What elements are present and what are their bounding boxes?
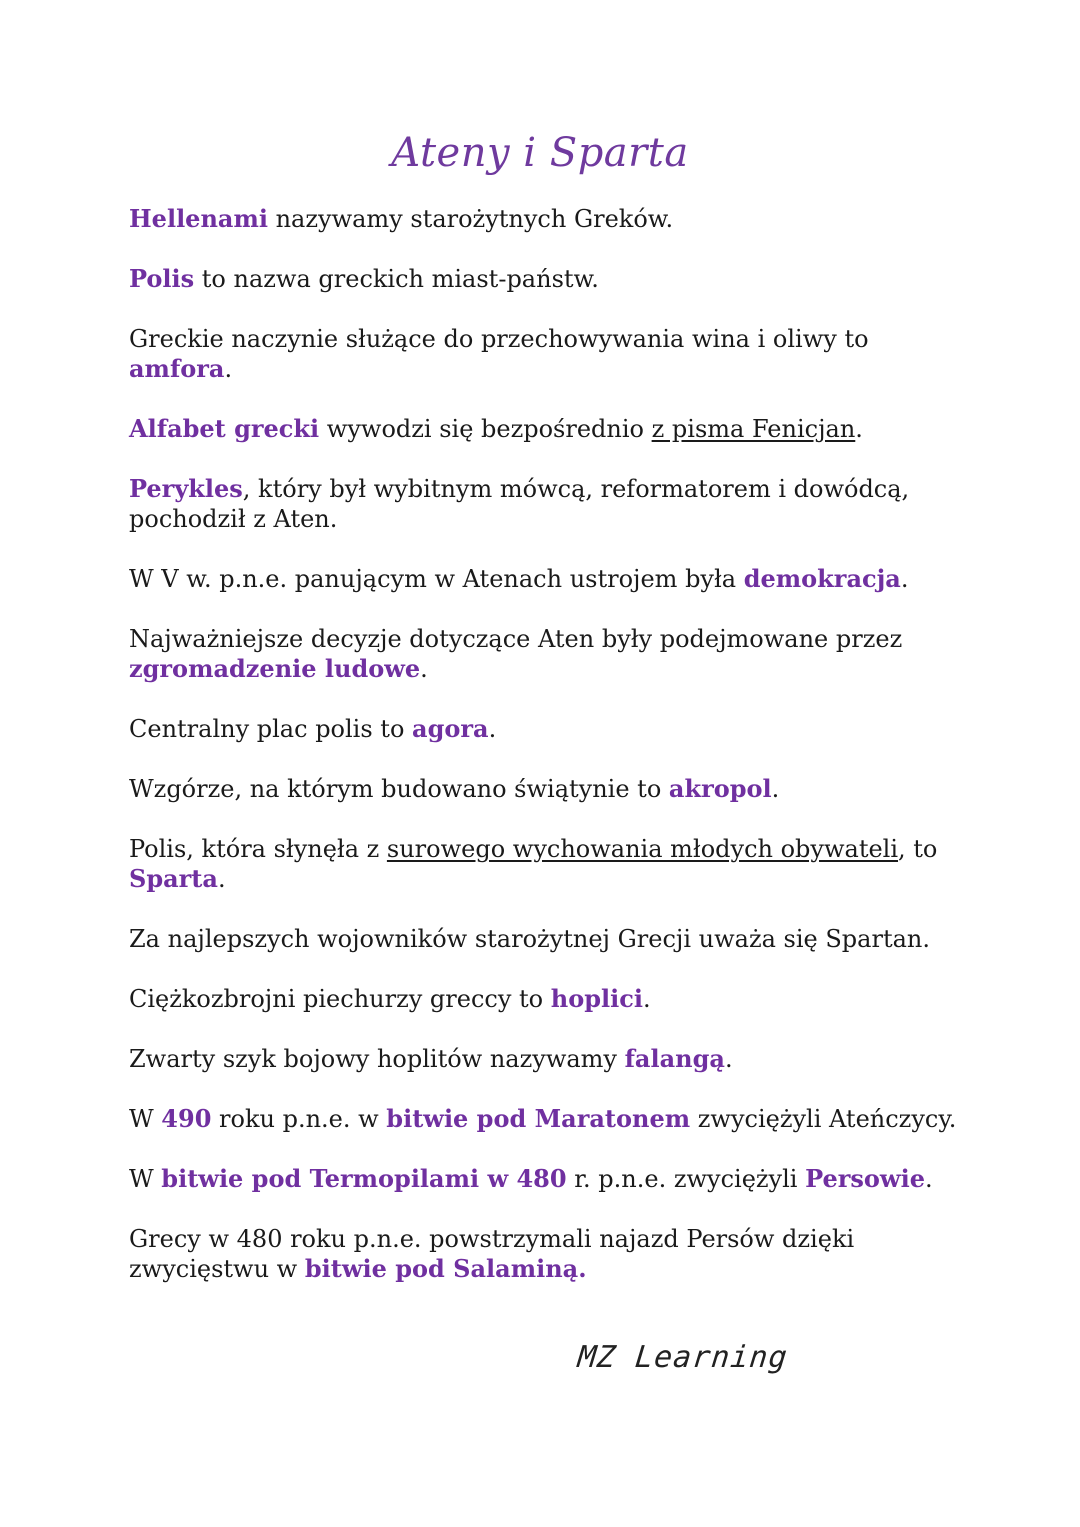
paragraph-text: W — [129, 1165, 162, 1193]
paragraph-text: wywodzi się bezpośrednio — [319, 415, 652, 443]
paragraph-text: to nazwa greckich miast-państw. — [194, 265, 599, 293]
highlighted-term: falangą — [624, 1044, 725, 1073]
highlighted-term: Hellenami — [129, 204, 268, 233]
paragraph — [129, 1224, 969, 1284]
paragraph-text: Centralny plac polis to — [129, 715, 413, 743]
paragraph-text: . — [900, 565, 909, 593]
highlighted-term: agora — [412, 714, 489, 743]
paragraph — [129, 714, 969, 744]
underlined-text: surowego wychowania młodych obywateli — [386, 835, 899, 863]
paragraph-text: Zwarty szyk bojowy hoplitów nazywamy — [129, 1045, 625, 1073]
highlighted-term: bitwie pod Salaminą. — [304, 1254, 587, 1283]
highlighted-term: Persowie — [805, 1164, 925, 1193]
paragraph — [129, 1044, 969, 1074]
signature: MZ Learning — [576, 1340, 790, 1375]
paragraph-text: Greckie naczynie służące do przechowywania wina i oliwy to — [129, 325, 869, 353]
paragraph — [129, 1104, 969, 1134]
paragraph-text: W V w. p.n.e. panującym w Atenach ustrojem była — [129, 565, 744, 593]
paragraph-text: Polis, która słynęła z — [129, 835, 387, 863]
page-title: Ateny i Sparta — [391, 130, 689, 176]
paragraph — [129, 774, 969, 804]
paragraph — [129, 834, 969, 894]
paragraph-text: r. p.n.e. zwyciężyli — [566, 1165, 806, 1193]
highlighted-term: 490 — [161, 1104, 212, 1133]
highlighted-term: hoplici — [550, 984, 643, 1013]
paragraph — [129, 414, 969, 444]
paragraph-text: . — [924, 1165, 933, 1193]
paragraph-text: nazywamy starożytnych Greków. — [267, 205, 674, 233]
highlighted-term: bitwie pod Termopilami w 480 — [161, 1164, 567, 1193]
highlighted-term: Alfabet grecki — [129, 414, 320, 443]
paragraph-text: Wzgórze, na którym budowano świątynie to — [129, 775, 669, 803]
paragraph-text: . — [488, 715, 497, 743]
paragraph-text: zwyciężyli Ateńczycy. — [690, 1105, 957, 1133]
highlighted-term: Polis — [129, 264, 195, 293]
paragraph — [129, 924, 969, 954]
highlighted-term: demokracja — [743, 564, 901, 593]
highlighted-term: Perykles — [129, 474, 243, 503]
paragraph-text: Za najlepszych wojowników starożytnej Grecji uważa się Spartan. — [129, 925, 930, 953]
paragraph-text: . — [642, 985, 651, 1013]
paragraph-text: Grecy w 480 roku p.n.e. powstrzymali najazd Persów dzięki zwycięstwu w — [129, 1225, 855, 1283]
paragraph-text: . — [724, 1045, 733, 1073]
paragraph — [129, 984, 969, 1014]
paragraph-text: roku p.n.e. w — [211, 1105, 387, 1133]
highlighted-term: bitwie pod Maratonem — [386, 1104, 691, 1133]
paragraph-text: . — [217, 865, 226, 893]
paragraph — [129, 1164, 969, 1194]
paragraph — [129, 204, 969, 234]
paragraph-text: . — [224, 355, 233, 383]
underlined-text: z pisma Fenicjan — [651, 415, 856, 443]
paragraph-text: Ciężkozbrojni piechurzy greccy to — [129, 985, 551, 1013]
paragraph-text: . — [771, 775, 780, 803]
paragraph — [129, 624, 969, 684]
highlighted-term: zgromadzenie ludowe — [129, 654, 421, 683]
highlighted-term: Sparta — [129, 864, 218, 893]
highlighted-term: amfora — [129, 354, 225, 383]
paragraph-text: , to — [898, 835, 938, 863]
paragraph-text: . — [855, 415, 863, 443]
paragraph — [129, 564, 969, 594]
paragraph-text: , który był wybitnym mówcą, reformatorem i dowódcą, pochodził z Aten. — [129, 475, 910, 533]
paragraph-text: W — [129, 1105, 162, 1133]
paragraph — [129, 474, 969, 534]
highlighted-term: akropol — [668, 774, 772, 803]
document-body — [129, 204, 969, 1314]
paragraph — [129, 324, 969, 384]
paragraph-text: Najważniejsze decyzje dotyczące Aten były podejmowane przez — [129, 625, 903, 653]
paragraph-text: . — [420, 655, 428, 683]
paragraph — [129, 264, 969, 294]
